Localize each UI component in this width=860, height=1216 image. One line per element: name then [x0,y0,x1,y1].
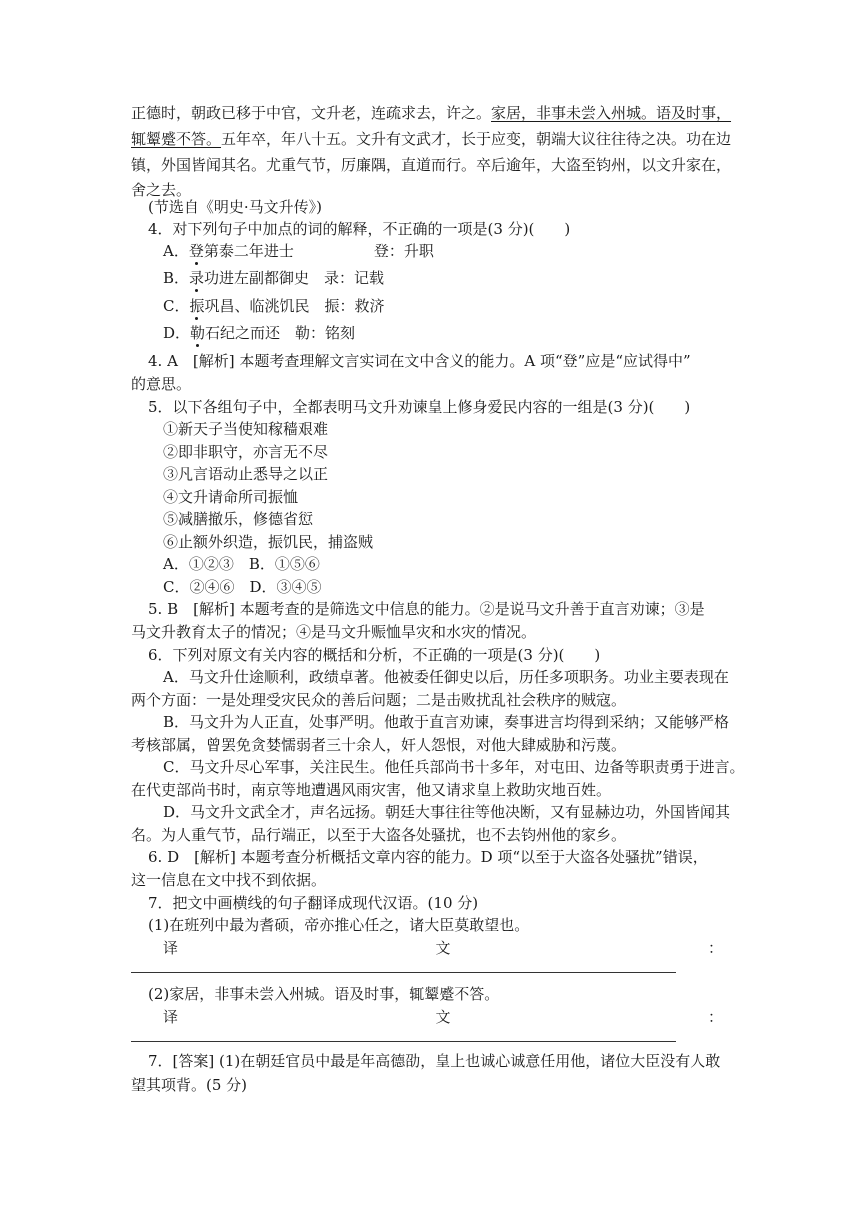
underlined-sentence: 辄颦蹙不答。 [131,130,222,148]
q5-answer-line-2: 马文升教育太子的情况；④是马文升赈恤旱灾和水灾的情况。 [131,623,537,641]
q6-answer-line-2: 这一信息在文中找不到依据。 [131,871,327,889]
q4-option-d: D．勒石纪之而还 勒：铭刻 [163,324,356,342]
q6-option-b-line-2: 考核部属，曾罢免贪婪懦弱者三十余人，奸人怨恨，对他大肆威胁和污蔑。 [131,736,627,754]
translation-colon: ： [707,1008,723,1026]
passage-text: 五年卒，年八十五。文升有文武才，长于应变，朝端大议往往待之决。功在边 [221,130,732,148]
q4-answer-line-2: 的意思。 [131,375,192,393]
q7-translation-row-1 [163,938,723,958]
dotted-word: 勒 [190,324,206,342]
translation-label: 译 [163,1008,179,1026]
q6-option-d-line-1: D．马文升文武全才，声名远扬。朝廷大事往往等他决断，又有显赫边功，外国皆闻其 [163,803,731,821]
q4-stem: 4．对下列句子中加点的词的解释，不正确的一项是(3 分)( ) [148,220,571,238]
passage-source: (节选自《明史·马文升传》) [148,198,322,216]
underlined-sentence: 家居，非事未尝入州城。语及时事， [491,104,732,122]
passage-line-1 [131,103,731,123]
q5-stem: 5．以下各组句子中，全都表明马文升劝谏皇上修身爱民内容的一组是(3 分)( ) [148,398,691,416]
q4-option-c: C．振巩昌、临洮饥民 振：救济 [163,297,385,315]
q6-stem: 6．下列对原文有关内容的概括和分析，不正确的一项是(3 分)( ) [148,646,601,664]
q5-item-6: ⑥止额外织造，振饥民，捕盗贼 [163,533,374,551]
q7-answer-blank-2[interactable] [131,1041,676,1042]
q5-item-3: ③凡言语动止悉导之以正 [163,465,329,483]
q4-answer-line-1: 4. A [解析] 本题考查理解文言实词在文中含义的能力。A 项“登”应是“应试得中” [148,352,691,370]
q4-option-b: B．录功进左副都御史 录：记载 [163,269,385,287]
q7-answer-blank-1[interactable] [131,972,676,973]
q6-option-a-line-1: A．马文升仕途顺利，政绩卓著。他被委任御史以后，历任多项职务。功业主要表现在 [163,668,729,686]
q5-answer-line-1: 5. B [解析] 本题考查的是筛选文中信息的能力。②是说马文升善于直言劝谏；③是 [148,600,705,618]
dotted-word: 登 [188,242,204,260]
passage-line-4: 舍之去。 [131,181,192,199]
dotted-word: 录 [189,269,205,287]
q5-item-5: ⑤减膳撤乐，修德省愆 [163,510,314,528]
q5-item-4: ④文升请命所司振恤 [163,488,299,506]
q6-option-c-line-1: C．马文升尽心军事，关注民生。他任兵部尚书十多年，对屯田、边备等职责勇于进言。 [163,758,745,776]
translation-label: 译 [163,939,179,957]
q6-answer-line-1: 6. D [解析] 本题考查分析概括文章内容的能力。D 项“以至于大盗各处骚扰”错误， [148,848,708,866]
q7-answer-line-2: 望其项背。(5 分) [131,1076,248,1094]
q5-options-cd: C．②④⑥ D．③④⑤ [163,578,322,596]
q6-option-d-line-2: 名。为人重气节，品行端正，以至于大盗各处骚扰，也不去钧州他的家乡。 [131,826,627,844]
dotted-word: 振 [189,297,205,315]
q7-translation-row-2 [163,1007,723,1027]
q4-option-a: A．登第泰二年进士 登：升职 [163,242,434,260]
translation-label: 文 [435,1008,451,1026]
q6-option-c-line-2: 在代吏部尚书时，南京等地遭遇风雨灾害，他又请求皇上救助灾地百姓。 [131,781,612,799]
q5-options-ab: A．①②③ B．①⑤⑥ [163,555,320,573]
q7-sentence-1: (1)在班列中最为耆硕，帝亦推心任之，诸大臣莫敢望也。 [148,916,530,934]
q6-option-a-line-2: 两个方面：一是处理受灾民众的善后问题；二是击败扰乱社会秩序的贼寇。 [131,691,627,709]
q5-item-2: ②即非职守，亦言无不尽 [163,443,329,461]
translation-label: 文 [435,939,451,957]
translation-colon: ： [707,939,723,957]
passage-line-2 [131,129,731,149]
passage-line-3: 镇，外国皆闻其名。尤重气节，厉廉隅，直道而行。卒后逾年，大盗至钧州，以文升家在， [131,156,732,174]
q6-option-b-line-1: B．马文升为人正直，处事严明。他敢于直言劝谏，奏事进言均得到采纳；又能够严格 [163,713,730,731]
q7-answer-line-1: 7．[答案] (1)在朝廷官员中最是年高德劭，皇上也诚心诚意任用他，诸位大臣没有人敢 [148,1052,721,1070]
q7-sentence-2: (2)家居，非事未尝入州城。语及时事，辄颦蹙不答。 [148,985,500,1003]
passage-text: 正德时，朝政已移于中官，文升老，连疏求去，许之。 [131,104,492,122]
q7-stem: 7．把文中画横线的句子翻译成现代汉语。(10 分) [148,894,479,912]
q5-item-1: ①新天子当使知稼穑艰难 [163,420,329,438]
